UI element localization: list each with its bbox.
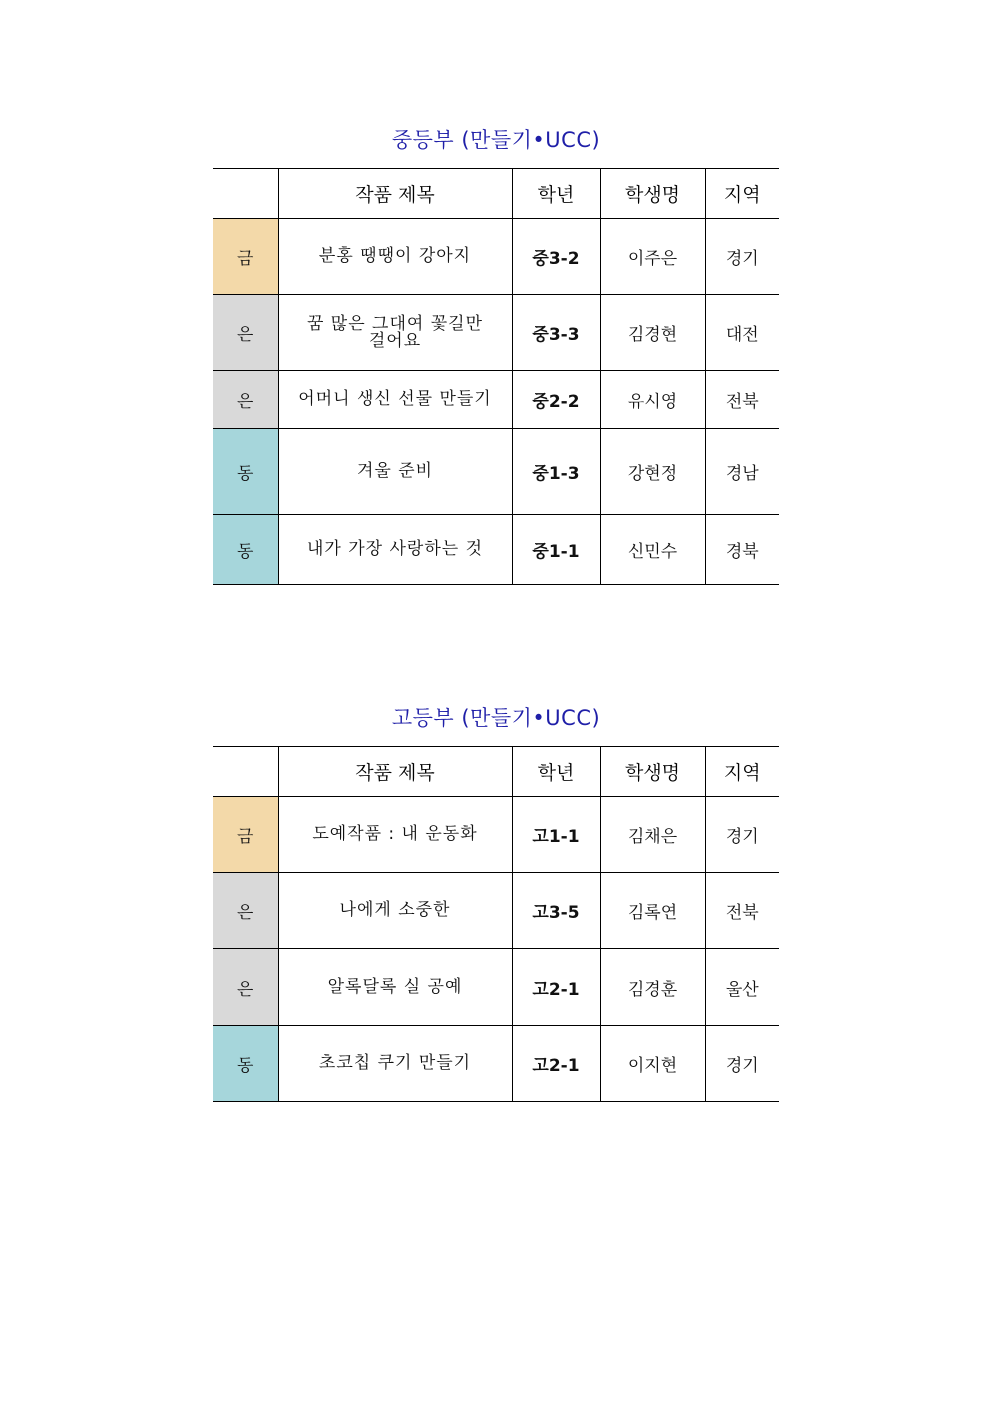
table-row xyxy=(213,873,779,949)
region-cell: 대전 xyxy=(705,295,779,371)
header-blank xyxy=(213,169,278,219)
student-name-cell: 이주은 xyxy=(600,219,705,295)
work-title-cell: 초코칩 쿠기 만들기 xyxy=(278,1026,512,1102)
region-cell: 경북 xyxy=(705,515,779,585)
header-grade: 학년 xyxy=(512,747,600,797)
header-region: 지역 xyxy=(705,747,779,797)
header-blank xyxy=(213,747,278,797)
header-grade: 학년 xyxy=(512,169,600,219)
table-row xyxy=(213,219,779,295)
award-table-middle-school xyxy=(213,168,779,585)
student-name-cell: 유시영 xyxy=(600,371,705,429)
grade-cell: 고3-5 xyxy=(512,873,600,949)
medal-gold-cell: 금 xyxy=(213,797,278,873)
medal-bronze-cell: 동 xyxy=(213,429,278,515)
medal-bronze-cell: 동 xyxy=(213,1026,278,1102)
grade-cell: 중1-1 xyxy=(512,515,600,585)
student-name-cell: 김채은 xyxy=(600,797,705,873)
header-region: 지역 xyxy=(705,169,779,219)
medal-bronze-cell: 동 xyxy=(213,515,278,585)
work-title-cell: 분홍 땡땡이 강아지 xyxy=(278,219,512,295)
work-title-cell: 도예작품 : 내 운동화 xyxy=(278,797,512,873)
region-cell: 전북 xyxy=(705,873,779,949)
medal-gold-cell: 금 xyxy=(213,219,278,295)
grade-cell: 고1-1 xyxy=(512,797,600,873)
table-header-row xyxy=(213,747,779,797)
grade-cell: 중3-3 xyxy=(512,295,600,371)
work-title-cell: 알록달록 실 공예 xyxy=(278,949,512,1026)
region-cell: 전북 xyxy=(705,371,779,429)
student-name-cell: 김록연 xyxy=(600,873,705,949)
work-title-cell: 겨울 준비 xyxy=(278,429,512,515)
region-cell: 경기 xyxy=(705,797,779,873)
table-row xyxy=(213,949,779,1026)
student-name-cell: 신민수 xyxy=(600,515,705,585)
table-row xyxy=(213,429,779,515)
student-name-cell: 김경현 xyxy=(600,295,705,371)
region-cell: 울산 xyxy=(705,949,779,1026)
table-row xyxy=(213,797,779,873)
medal-silver-cell: 은 xyxy=(213,949,278,1026)
table-row xyxy=(213,1026,779,1102)
section-title-middle-school: 중등부 (만들기•UCC) xyxy=(391,128,601,152)
header-title: 작품 제목 xyxy=(278,169,512,219)
grade-cell: 고2-1 xyxy=(512,1026,600,1102)
work-title-cell: 꿈 많은 그대여 꽃길만 걸어요 xyxy=(278,295,512,371)
medal-silver-cell: 은 xyxy=(213,295,278,371)
student-name-cell: 이지현 xyxy=(600,1026,705,1102)
grade-cell: 중2-2 xyxy=(512,371,600,429)
medal-silver-cell: 은 xyxy=(213,873,278,949)
grade-cell: 중1-3 xyxy=(512,429,600,515)
student-name-cell: 강현정 xyxy=(600,429,705,515)
region-cell: 경기 xyxy=(705,1026,779,1102)
table-header-row xyxy=(213,169,779,219)
grade-cell: 고2-1 xyxy=(512,949,600,1026)
region-cell: 경남 xyxy=(705,429,779,515)
medal-silver-cell: 은 xyxy=(213,371,278,429)
award-table-high-school xyxy=(213,746,779,1102)
table-row xyxy=(213,371,779,429)
work-title-cell: 내가 가장 사랑하는 것 xyxy=(278,515,512,585)
work-title-cell: 어머니 생신 선물 만들기 xyxy=(278,371,512,429)
header-name: 학생명 xyxy=(600,747,705,797)
header-name: 학생명 xyxy=(600,169,705,219)
section-title-high-school: 고등부 (만들기•UCC) xyxy=(391,706,601,730)
grade-cell: 중3-2 xyxy=(512,219,600,295)
student-name-cell: 김경훈 xyxy=(600,949,705,1026)
header-title: 작품 제목 xyxy=(278,747,512,797)
region-cell: 경기 xyxy=(705,219,779,295)
work-title-cell: 나에게 소중한 xyxy=(278,873,512,949)
table-row xyxy=(213,515,779,585)
table-row xyxy=(213,295,779,371)
